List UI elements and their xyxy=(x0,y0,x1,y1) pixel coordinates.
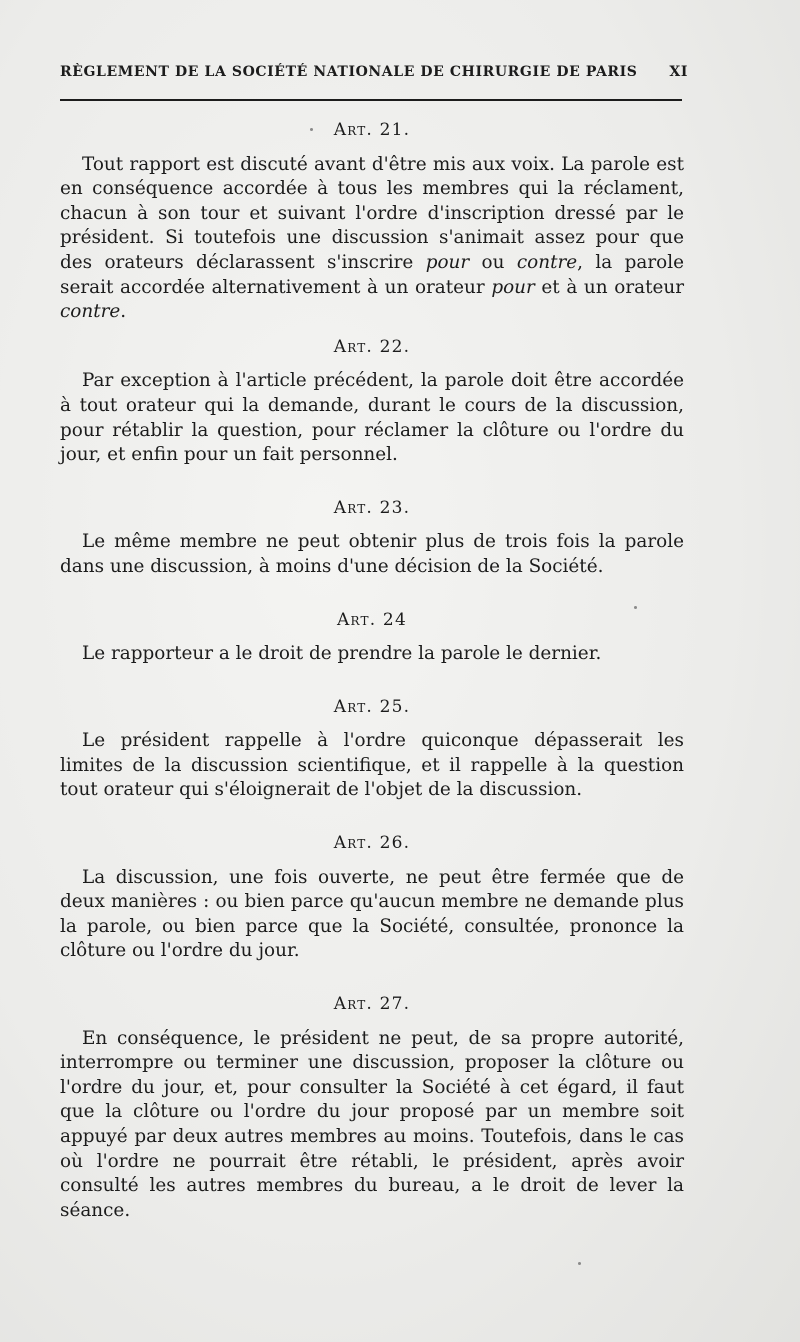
article-text: Le même membre ne peut obtenir plus de trois fois la parole dans une discussion, à moins d'une décision de la Société. xyxy=(60,531,684,577)
article-22 xyxy=(60,335,684,468)
article-text-part: ou xyxy=(469,251,517,273)
article-text-part: . xyxy=(120,301,127,323)
page-body xyxy=(60,118,684,1251)
print-speck xyxy=(310,128,313,131)
article-heading: Art. 22. xyxy=(333,336,411,357)
running-head-title: RÈGLEMENT DE LA SOCIÉTÉ NATIONALE DE CHIRURGIE DE PARIS xyxy=(60,64,638,80)
article-26 xyxy=(60,831,684,964)
article-heading: Art. 26. xyxy=(333,833,411,854)
italic-term: pour xyxy=(491,276,535,298)
article-25 xyxy=(60,695,684,803)
article-heading: Art. 21. xyxy=(333,120,411,140)
article-heading: Art. 23. xyxy=(333,497,411,518)
article-text: En conséquence, le président ne peut, de sa propre autorité, interrompre ou terminer une discussion, proposer la clôture ou l'ordre du jour, et, pour consulter la Société à cet égard, il faut que la clôture ou l'ordre du jour proposé par un membre soit appuyé par deux autres membres au moins. Toutefois, dans le cas où l'ordre ne pourrait être rétabli, le président, après avoir consulté les autres membres du bureau, a le droit de lever la séance. xyxy=(60,1027,684,1221)
article-text-part: Tout rapport est discuté avant d'être mis aux voix. La parole est en conséquence accordée à tous les membres qui la réclament, chacun à son tour et suivant l'ordre d'inscription dressé par le président. Si toutefois une discussion s'animait assez pour que des orateurs déclarassent s'inscrire xyxy=(60,153,684,273)
article-24 xyxy=(60,608,684,667)
article-heading: Art. 25. xyxy=(333,696,411,717)
italic-term: contre xyxy=(516,251,578,273)
print-speck xyxy=(578,1262,581,1265)
page-number: XI xyxy=(669,64,688,80)
article-heading: Art. 24 xyxy=(337,609,407,630)
article-23 xyxy=(60,496,684,580)
article-text: La discussion, une fois ouverte, ne peut être fermée que de deux manières : ou bien parce qu'aucun membre ne demande plus la parole, ou bien parce que la Société, consultée, prononce la clôture ou l'ordre du jour. xyxy=(60,866,684,962)
article-27 xyxy=(60,992,684,1223)
article-text-part: et à un orateur xyxy=(534,276,684,298)
italic-term: contre xyxy=(60,301,121,323)
italic-term: pour xyxy=(425,251,470,273)
article-21 xyxy=(60,118,684,325)
article-text: Par exception à l'article précédent, la parole doit être accordée à tout orateur qui la demande, durant le cours de la discussion, pour rétablir la question, pour réclamer la clôture ou l'ordre du jour, et enfin pour un fait personnel. xyxy=(60,370,684,466)
running-head xyxy=(60,64,688,80)
article-text: Le président rappelle à l'ordre quiconque dépasserait les limites de la discussion scientifique, et il rappelle à la question tout orateur qui s'éloignerait de l'objet de la discussion. xyxy=(60,730,684,801)
header-rule xyxy=(60,99,682,101)
article-text: Le rapporteur a le droit de prendre la parole le dernier. xyxy=(82,643,602,665)
article-text-part: , la parole serait accordée alternativement à un orateur xyxy=(60,251,685,298)
print-speck xyxy=(634,606,637,609)
article-heading: Art. 27. xyxy=(333,994,411,1015)
article-text xyxy=(60,153,684,325)
